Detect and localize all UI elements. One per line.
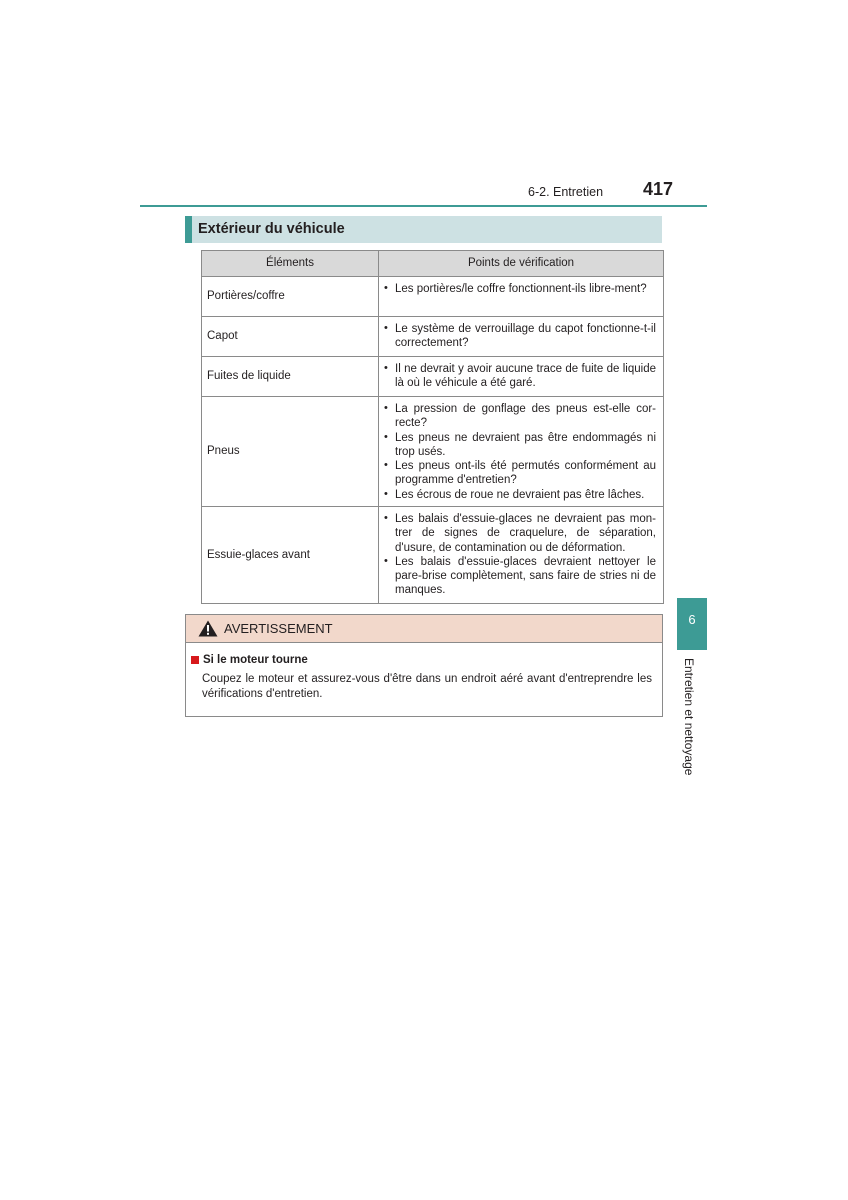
list-item xyxy=(384,431,656,460)
page-number: 417 xyxy=(643,179,674,199)
list-item xyxy=(384,488,656,502)
list-item xyxy=(384,402,656,431)
warning-text: Coupez le moteur et assurez-vous d'être dans un endroit aéré avant d'entreprendre les vérifications d'entretien. xyxy=(202,673,652,700)
points-cell xyxy=(379,397,664,507)
inspection-table xyxy=(201,250,664,604)
list-item xyxy=(384,322,656,351)
bullet-icon: • xyxy=(384,322,388,334)
warning-subtitle xyxy=(191,654,308,666)
list-item xyxy=(384,282,656,296)
list-item xyxy=(384,362,656,391)
list-item xyxy=(384,459,656,488)
section-header: 6-2. Entretien xyxy=(528,185,604,199)
element-cell: Capot xyxy=(202,317,379,357)
bullet-icon: • xyxy=(384,512,388,524)
chapter-label: Entretien et nettoyage xyxy=(682,658,696,776)
bullet-icon: • xyxy=(384,362,388,374)
point-text: Il ne devrait y avoir aucune trace de fuite de liquide là où le véhicule a été garé. xyxy=(395,363,656,390)
bullet-icon: • xyxy=(384,430,388,443)
header-divider xyxy=(140,205,707,207)
bullet-icon: • xyxy=(384,402,388,414)
point-text: Les pneus ne devraient pas être endommagés ni trop usés. xyxy=(395,431,656,458)
table-row xyxy=(202,317,664,357)
point-text: Les balais d'essuie-glaces ne devraient pas mon-trer de signes de craquelure, de séparation, d'usure, de contamination ou de déformation. xyxy=(395,513,656,554)
table-row xyxy=(202,277,664,317)
element-cell: Pneus xyxy=(202,397,379,507)
point-text: Le système de verrouillage du capot fonctionne-t-il correctement? xyxy=(395,323,656,350)
bullet-icon: • xyxy=(384,554,388,567)
red-square-icon xyxy=(191,656,199,664)
table-row xyxy=(202,397,664,507)
element-cell: Essuie-glaces avant xyxy=(202,507,379,604)
warning-triangle-icon xyxy=(198,620,218,637)
points-cell xyxy=(379,357,664,397)
section-title: Extérieur du véhicule xyxy=(185,216,662,243)
bullet-icon: • xyxy=(384,282,388,294)
bullet-icon: • xyxy=(384,487,388,500)
table-header-row xyxy=(202,251,664,277)
table-row xyxy=(202,357,664,397)
point-text: Les balais d'essuie-glaces devraient nettoyer le pare-brise complètement, sans faire de stries ni de manques. xyxy=(395,555,656,597)
point-text: La pression de gonflage des pneus est-elle cor-recte? xyxy=(395,403,656,430)
bullet-icon: • xyxy=(384,459,388,472)
column-header: Points de vérification xyxy=(379,251,664,277)
list-item xyxy=(384,555,656,598)
point-text: Les portières/le coffre fonctionnent-ils libre-ment? xyxy=(395,283,647,295)
warning-title: AVERTISSEMENT xyxy=(224,621,333,636)
points-cell xyxy=(379,277,664,317)
list-item xyxy=(384,512,656,555)
point-text: Les écrous de roue ne devraient pas être lâches. xyxy=(395,488,645,501)
points-cell xyxy=(379,507,664,604)
point-text: Les pneus ont-ils été permutés conformément au programme d'entretien? xyxy=(395,460,656,487)
element-cell: Portières/coffre xyxy=(202,277,379,317)
warning-subtitle-text: Si le moteur tourne xyxy=(203,654,308,666)
element-cell: Fuites de liquide xyxy=(202,357,379,397)
column-header: Éléments xyxy=(202,251,379,277)
chapter-tab: 6 xyxy=(677,598,707,650)
warning-box xyxy=(185,614,663,717)
table-row xyxy=(202,507,664,604)
warning-header xyxy=(186,615,662,643)
points-cell xyxy=(379,317,664,357)
